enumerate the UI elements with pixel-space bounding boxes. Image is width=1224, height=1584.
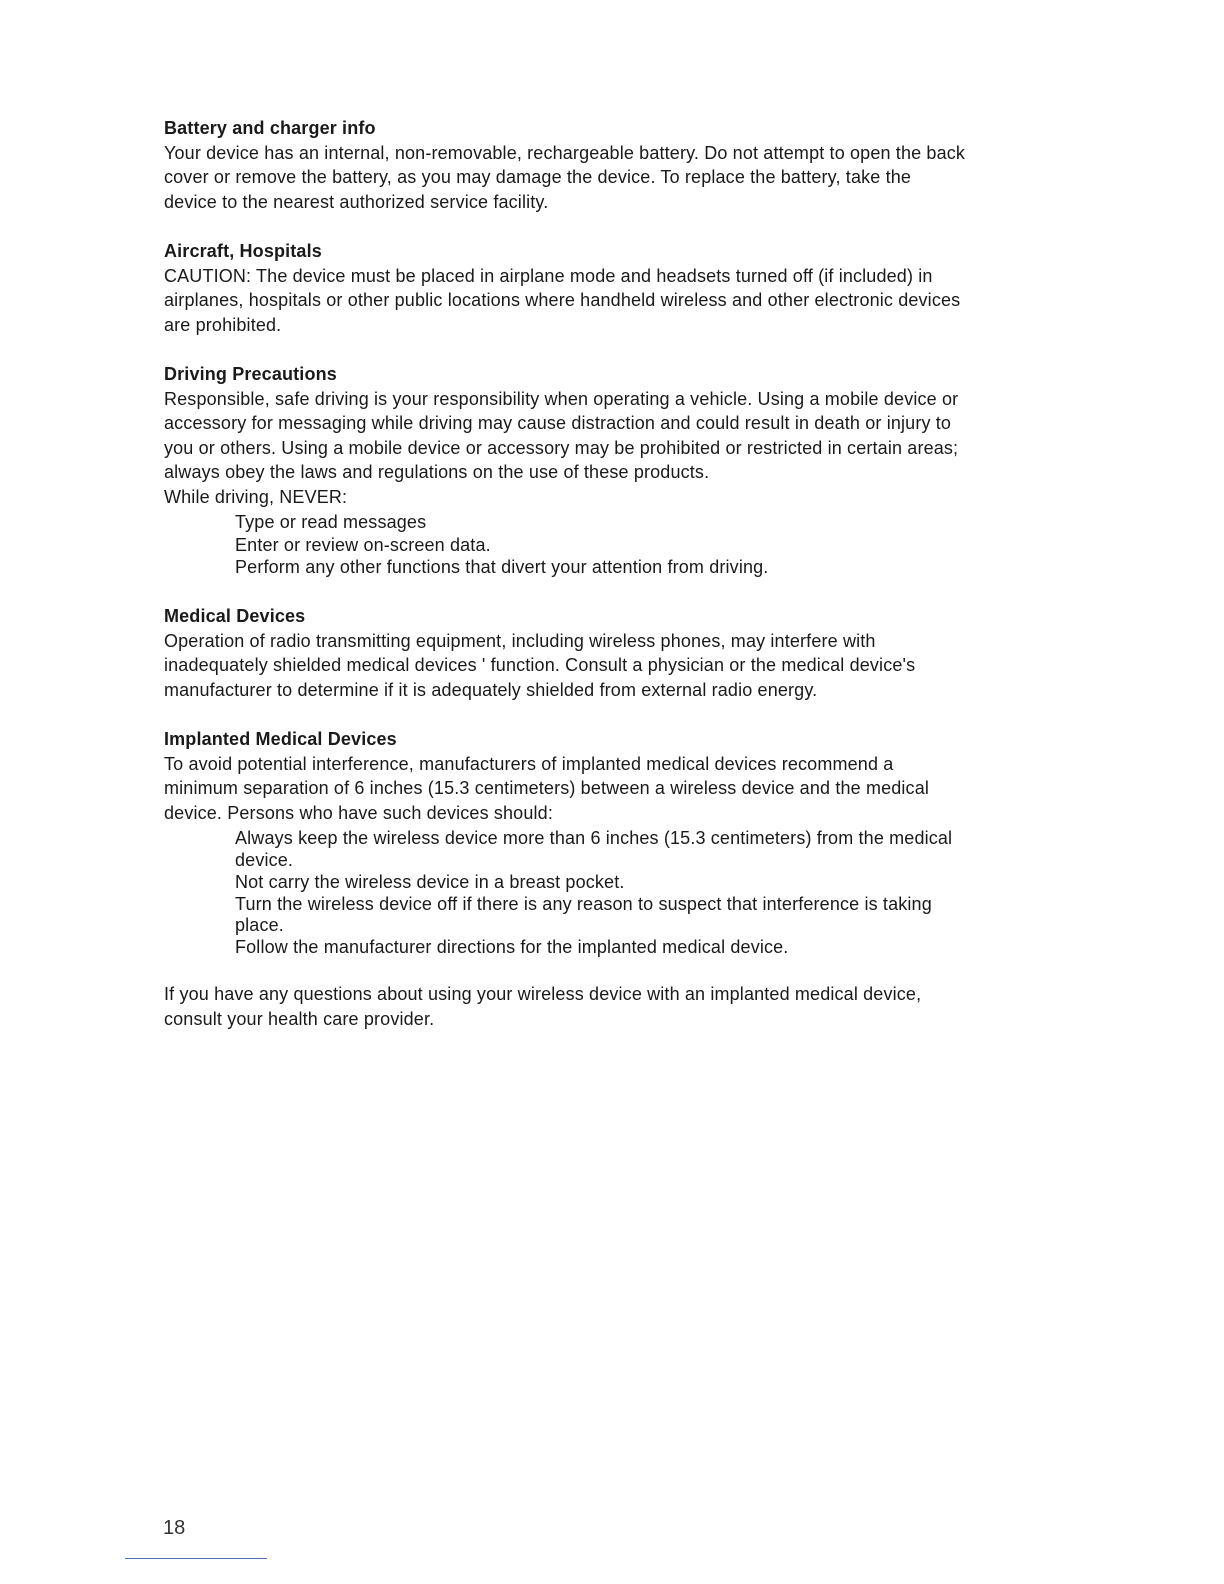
text-line: To avoid potential interference, manufacturers of implanted medical devices recommend a bbox=[164, 754, 894, 774]
list-item: Always keep the wireless device more than 6 inches (15.3 centimeters) from the medical bbox=[235, 828, 953, 848]
text-line: are prohibited. bbox=[164, 315, 282, 335]
text-line: device. Persons who have such devices should: bbox=[164, 803, 553, 823]
text-line: you or others. Using a mobile device or accessory may be prohibited or restricted in certain areas; bbox=[164, 438, 959, 458]
heading: Battery and charger info bbox=[164, 118, 376, 138]
heading: Medical Devices bbox=[164, 606, 306, 626]
list-item: device. bbox=[235, 850, 294, 870]
list-item: place. bbox=[235, 915, 284, 935]
text-line: consult your health care provider. bbox=[164, 1009, 435, 1029]
page-number: 18 bbox=[163, 1517, 186, 1539]
list-item: Turn the wireless device off if there is any reason to suspect that interference is taking bbox=[235, 894, 932, 914]
text-line: airplanes, hospitals or other public locations where handheld wireless and other electronic devices bbox=[164, 290, 961, 310]
text-line: cover or remove the battery, as you may damage the device. To replace the battery, take the bbox=[164, 167, 912, 187]
footer-rule bbox=[125, 1558, 267, 1559]
text-line: While driving, NEVER: bbox=[164, 487, 348, 507]
heading: Aircraft, Hospitals bbox=[164, 241, 322, 261]
text-line: manufacturer to determine if it is adequately shielded from external radio energy. bbox=[164, 680, 818, 700]
text-line: Operation of radio transmitting equipment, including wireless phones, may interfere with bbox=[164, 631, 876, 651]
list-item: Type or read messages bbox=[235, 512, 427, 532]
list-item: Follow the manufacturer directions for the implanted medical device. bbox=[235, 937, 789, 957]
heading: Implanted Medical Devices bbox=[164, 729, 397, 749]
text-line: device to the nearest authorized service facility. bbox=[164, 192, 549, 212]
text-line: Your device has an internal, non-removable, rechargeable battery. Do not attempt to open the back bbox=[164, 143, 966, 163]
text-line: inadequately shielded medical devices ' function. Consult a physician or the medical device's bbox=[164, 655, 916, 675]
text-line: If you have any questions about using your wireless device with an implanted medical device, bbox=[164, 984, 922, 1004]
text-line: always obey the laws and regulations on the use of these products. bbox=[164, 462, 710, 482]
text-line: Responsible, safe driving is your responsibility when operating a vehicle. Using a mobile device or bbox=[164, 389, 959, 409]
text-line: minimum separation of 6 inches (15.3 centimeters) between a wireless device and the medical bbox=[164, 778, 930, 798]
text-line: CAUTION: The device must be placed in airplane mode and headsets turned off (if included) in bbox=[164, 266, 933, 286]
list-item: Not carry the wireless device in a breast pocket. bbox=[235, 872, 625, 892]
list-item: Perform any other functions that divert your attention from driving. bbox=[235, 557, 769, 577]
heading: Driving Precautions bbox=[164, 364, 337, 384]
list-item: Enter or review on-screen data. bbox=[235, 535, 491, 555]
text-line: accessory for messaging while driving may cause distraction and could result in death or injury to bbox=[164, 413, 952, 433]
